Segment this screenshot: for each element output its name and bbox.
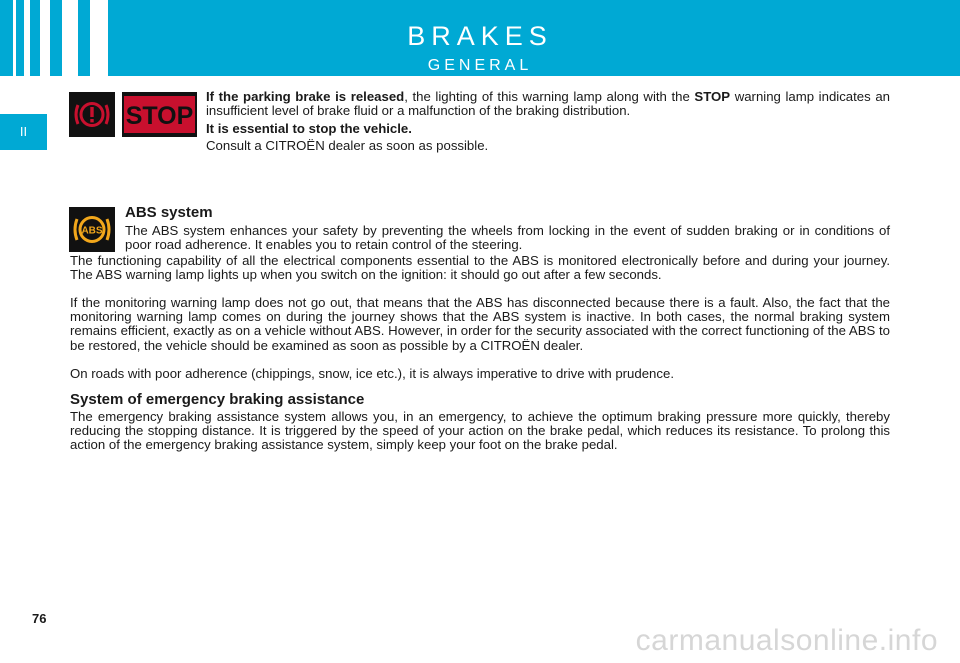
page-subtitle: GENERAL xyxy=(427,57,533,74)
abs-paragraph-3: On roads with poor adherence (chippings, snow, ice etc.), it is always imperative to drive with prudence. xyxy=(70,366,674,381)
abs-heading: ABS system xyxy=(125,204,213,221)
parking-brake-paragraph: If the parking brake is released, the lighting of this warning lamp along with the STOP warning lamp indicates an insufficient level of brake fluid or a malfunction of the braking distribution. xyxy=(206,89,891,119)
emergency-braking-text: The emergency braking assistance system allows you, in an emergency, to achieve the optimum braking pressure more quickly, thereby reducing the stopping distance. It is triggered by the speed of your action on the brake pedal, which reduces its resistance. To prolong this action of the emergency braking assistance system, simply keep your foot on the brake pedal. xyxy=(70,409,890,453)
svg-text:STOP: STOP xyxy=(125,102,194,130)
page-title: BRAKES xyxy=(407,21,553,51)
emergency-braking-heading: System of emergency braking assistance xyxy=(70,391,365,408)
stop-warning-icon xyxy=(122,92,197,142)
svg-text:ABS: ABS xyxy=(81,225,103,237)
essential-stop-text: It is essential to stop the vehicle. xyxy=(206,121,412,136)
page-number: 76 xyxy=(32,611,47,626)
abs-paragraph-1: The functioning capability of all the electrical components essential to the ABS is monitored electronically before and during your journey. The ABS warning lamp lights up when you switch on the ignition: it should go out after a few seconds. xyxy=(70,253,890,283)
chapter-tab: II xyxy=(0,114,47,150)
abs-paragraph-2: If the monitoring warning lamp does not go out, that means that the ABS has disconnected because there is a fault. Also, the fact that the monitoring warning lamp comes on during the journey shows that the ABS system is inactive. In both cases, the normal braking system remains efficient, exactly as on a vehicle without ABS. However, in order for the security associated with the correct functioning of the ABS to be restored, the vehicle should be examined as soon as possible by a CITROËN dealer. xyxy=(70,295,890,353)
watermark: carmanualsonline.info xyxy=(635,624,938,657)
brake-warning-icon xyxy=(69,92,115,142)
abs-intro: The ABS system enhances your safety by preventing the wheels from locking in the event of sudden braking or in conditions of poor road adherence. It enables you to retain control of the steering. xyxy=(125,223,890,253)
consult-dealer-text: Consult a CITROËN dealer as soon as possible. xyxy=(206,138,489,153)
page-header xyxy=(0,0,960,76)
abs-warning-icon xyxy=(69,207,115,257)
